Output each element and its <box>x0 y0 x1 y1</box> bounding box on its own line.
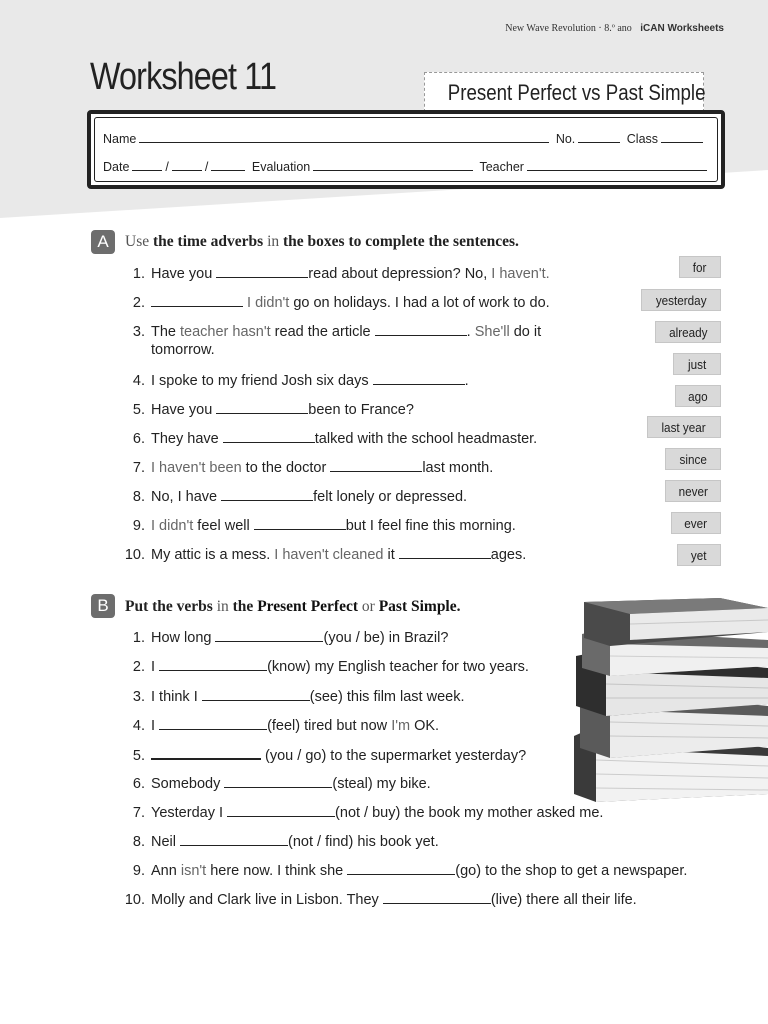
question-number: 5. <box>132 402 145 418</box>
adverb-label: already <box>668 325 708 340</box>
question-text: I think I <box>151 689 202 705</box>
question-text: No, I have <box>151 489 222 505</box>
answer-blank[interactable] <box>215 628 323 642</box>
evaluation-field[interactable] <box>313 158 473 171</box>
question-a-3-continued: tomorrow. <box>151 342 215 358</box>
adverb-box-last-year <box>647 416 721 438</box>
question-number: 7. <box>132 805 145 821</box>
evaluation-label: Evaluation <box>251 160 311 174</box>
question-a-7 <box>111 458 493 476</box>
answer-blank[interactable] <box>159 657 267 671</box>
question-text: to the doctor <box>241 460 331 476</box>
question-text: feel well <box>193 518 254 534</box>
question-text: it <box>383 547 399 563</box>
answer-blank[interactable] <box>151 745 261 760</box>
adverb-label: ago <box>688 389 708 404</box>
question-b-10 <box>111 890 637 908</box>
question-text: Molly and Clark live in Lisbon. They <box>151 892 383 908</box>
date-day-field[interactable] <box>132 158 162 171</box>
teacher-label: Teacher <box>479 160 524 174</box>
adverb-box-for <box>679 256 721 278</box>
date-month-field[interactable] <box>172 158 202 171</box>
question-text: ages. <box>490 547 527 563</box>
question-text: do it <box>509 324 542 340</box>
adverb-box-never <box>665 480 721 502</box>
question-number: 1. <box>132 630 145 646</box>
name-field[interactable] <box>139 130 549 143</box>
answer-blank[interactable] <box>347 861 455 875</box>
question-text: (go) to the shop to get a newspaper. <box>455 863 688 879</box>
question-text: My attic is a mess. <box>151 547 275 563</box>
question-a-1 <box>111 264 550 282</box>
adverb-box-already <box>655 321 721 343</box>
answer-blank[interactable] <box>330 458 422 472</box>
answer-blank[interactable] <box>202 687 310 701</box>
question-text: I'm <box>391 718 411 734</box>
answer-blank[interactable] <box>216 400 308 414</box>
question-b-9 <box>111 861 687 879</box>
answer-blank[interactable] <box>180 832 288 846</box>
question-text: I didn't <box>151 518 194 534</box>
question-number: 3. <box>132 324 145 340</box>
question-text: (live) there all their life. <box>490 892 637 908</box>
question-text: I haven't been <box>151 460 242 476</box>
question-number: 1. <box>132 266 145 282</box>
question-a-3 <box>111 322 541 340</box>
section-b-instructions <box>125 598 461 616</box>
header-meta <box>505 23 724 34</box>
question-text: (see) this film last week. <box>309 689 465 705</box>
number-field[interactable] <box>578 130 620 143</box>
question-number: 4. <box>132 373 145 389</box>
question-a-2 <box>111 293 550 311</box>
question-text: I <box>151 659 160 675</box>
section-a-badge: A <box>91 230 115 254</box>
question-text: OK. <box>410 718 440 734</box>
question-a-6 <box>111 429 537 447</box>
instr-b-4: the <box>232 598 254 615</box>
instr-b-1: Put <box>125 598 149 615</box>
instr-a-2: the <box>152 233 174 250</box>
question-b-5 <box>111 745 526 764</box>
question-a-5 <box>111 400 414 418</box>
answer-blank[interactable] <box>254 516 346 530</box>
question-text: last month. <box>422 460 494 476</box>
answer-blank[interactable] <box>373 371 465 385</box>
question-text: I didn't <box>247 295 290 311</box>
adverb-label: last year <box>661 420 707 435</box>
instr-b-6: or <box>361 598 375 615</box>
class-field[interactable] <box>661 130 703 143</box>
adverb-label: ever <box>684 516 708 531</box>
answer-blank[interactable] <box>223 429 315 443</box>
question-text: The <box>151 324 181 340</box>
adverb-label: just <box>687 357 707 372</box>
question-b-1 <box>111 628 448 646</box>
answer-blank[interactable] <box>227 803 335 817</box>
adverb-label: since <box>679 452 707 467</box>
question-text: Have you <box>151 266 217 282</box>
instr-b-5: Present Perfect <box>257 598 359 615</box>
brand-label: iCAN Worksheets <box>640 23 724 34</box>
question-text: They have <box>151 431 223 447</box>
answer-blank[interactable] <box>221 487 313 501</box>
question-number: 6. <box>132 431 145 447</box>
question-number: 4. <box>132 718 145 734</box>
instr-a-1: Use <box>125 233 150 250</box>
adverb-box-ago <box>675 385 721 407</box>
answer-blank[interactable] <box>216 264 308 278</box>
question-number: 3. <box>132 689 145 705</box>
info-row-name <box>103 130 706 146</box>
question-number: 9. <box>132 863 145 879</box>
question-b-6 <box>111 774 431 792</box>
question-text: Neil <box>151 834 181 850</box>
question-text: (not / buy) the book my mother asked me. <box>335 805 604 821</box>
instr-b-7: Past Simple <box>378 598 457 615</box>
question-b-8 <box>111 832 439 850</box>
question-text: but I feel fine this morning. <box>345 518 516 534</box>
question-text: Have you <box>151 402 217 418</box>
question-text: I spoke to my friend Josh six days <box>151 373 373 389</box>
instr-a-4: in <box>267 233 280 250</box>
question-text: (steal) my bike. <box>332 776 431 792</box>
adverb-label: yesterday <box>655 293 707 308</box>
instr-a-5: the boxes to complete the sentences. <box>283 233 519 250</box>
student-info-box <box>87 110 725 189</box>
question-a-9 <box>111 516 516 534</box>
section-a-instructions <box>125 233 519 251</box>
question-text: (you / go) to the supermarket yesterday? <box>261 748 527 764</box>
question-number: 9. <box>132 518 145 534</box>
date-year-field[interactable] <box>211 158 245 171</box>
series-label: New Wave Revolution · 8.º ano <box>505 23 632 34</box>
answer-blank[interactable] <box>375 322 467 336</box>
question-text: Ann <box>151 863 181 879</box>
question-text: teacher hasn't <box>180 324 271 340</box>
question-text: been to France? <box>308 402 414 418</box>
answer-blank[interactable] <box>151 293 243 307</box>
adverb-box-since <box>665 448 721 470</box>
question-text: How long <box>151 630 216 646</box>
date-label: Date <box>103 160 130 174</box>
question-b-3 <box>111 687 465 705</box>
question-a-8 <box>111 487 467 505</box>
question-text: . <box>464 373 469 389</box>
topic-box <box>424 72 704 112</box>
question-text: felt lonely or depressed. <box>313 489 468 505</box>
worksheet-title: Worksheet 11 <box>90 56 277 98</box>
instr-b-2: the verbs <box>152 598 213 615</box>
book-stack-illustration <box>570 598 768 808</box>
question-a-10 <box>111 545 526 563</box>
instr-b-3: in <box>216 598 229 615</box>
question-text: go on holidays. I had a lot of work to do. <box>289 295 550 311</box>
question-number: 5. <box>132 748 145 764</box>
question-text: I haven't. <box>491 266 550 282</box>
section-b-badge: B <box>91 594 115 618</box>
question-text: Somebody <box>151 776 225 792</box>
question-text: I haven't cleaned <box>274 547 384 563</box>
adverb-box-just <box>673 353 721 375</box>
answer-blank[interactable] <box>399 545 491 559</box>
adverb-label: for <box>693 260 707 275</box>
instr-b-8: . <box>456 598 461 615</box>
instr-a-3: time adverbs <box>177 233 264 250</box>
question-text: I <box>151 718 160 734</box>
topic-title: Present Perfect vs Past Simple <box>447 80 706 105</box>
question-b-7 <box>111 803 603 821</box>
question-text: . <box>466 324 475 340</box>
question-b-4 <box>111 716 439 734</box>
adverb-box-yet <box>677 544 721 566</box>
answer-blank[interactable] <box>224 774 332 788</box>
teacher-field[interactable] <box>527 158 707 171</box>
answer-blank[interactable] <box>159 716 267 730</box>
info-row-date: Date / / Evaluation Teacher <box>103 158 710 174</box>
adverb-label: yet <box>691 548 707 563</box>
class-label: Class <box>626 132 659 146</box>
question-number: 6. <box>132 776 145 792</box>
question-text: Yesterday I <box>151 805 228 821</box>
question-text: here now. I think she <box>206 863 348 879</box>
question-number: 2. <box>132 295 145 311</box>
adverb-box-yesterday <box>641 289 721 311</box>
number-label: No. <box>555 132 576 146</box>
adverb-label: never <box>678 484 708 499</box>
question-number: 8. <box>132 489 145 505</box>
answer-blank[interactable] <box>383 890 491 904</box>
question-text: (feel) tired but now <box>267 718 392 734</box>
question-number: 10. <box>124 892 145 908</box>
adverb-box-ever <box>671 512 721 534</box>
question-text: talked with the school headmaster. <box>314 431 538 447</box>
question-a-4 <box>111 371 469 389</box>
question-text: isn't <box>180 863 207 879</box>
question-text: read about depression? No, <box>308 266 492 282</box>
question-number: 8. <box>132 834 145 850</box>
question-text: read the article <box>270 324 375 340</box>
question-b-2 <box>111 657 529 675</box>
question-text: (not / find) his book yet. <box>288 834 439 850</box>
question-text: (you / be) in Brazil? <box>323 630 449 646</box>
question-text: (know) my English teacher for two years. <box>267 659 529 675</box>
question-number: 7. <box>132 460 145 476</box>
question-text: She'll <box>474 324 510 340</box>
question-number: 2. <box>132 659 145 675</box>
question-number: 10. <box>124 547 145 563</box>
name-label: Name <box>103 132 137 146</box>
